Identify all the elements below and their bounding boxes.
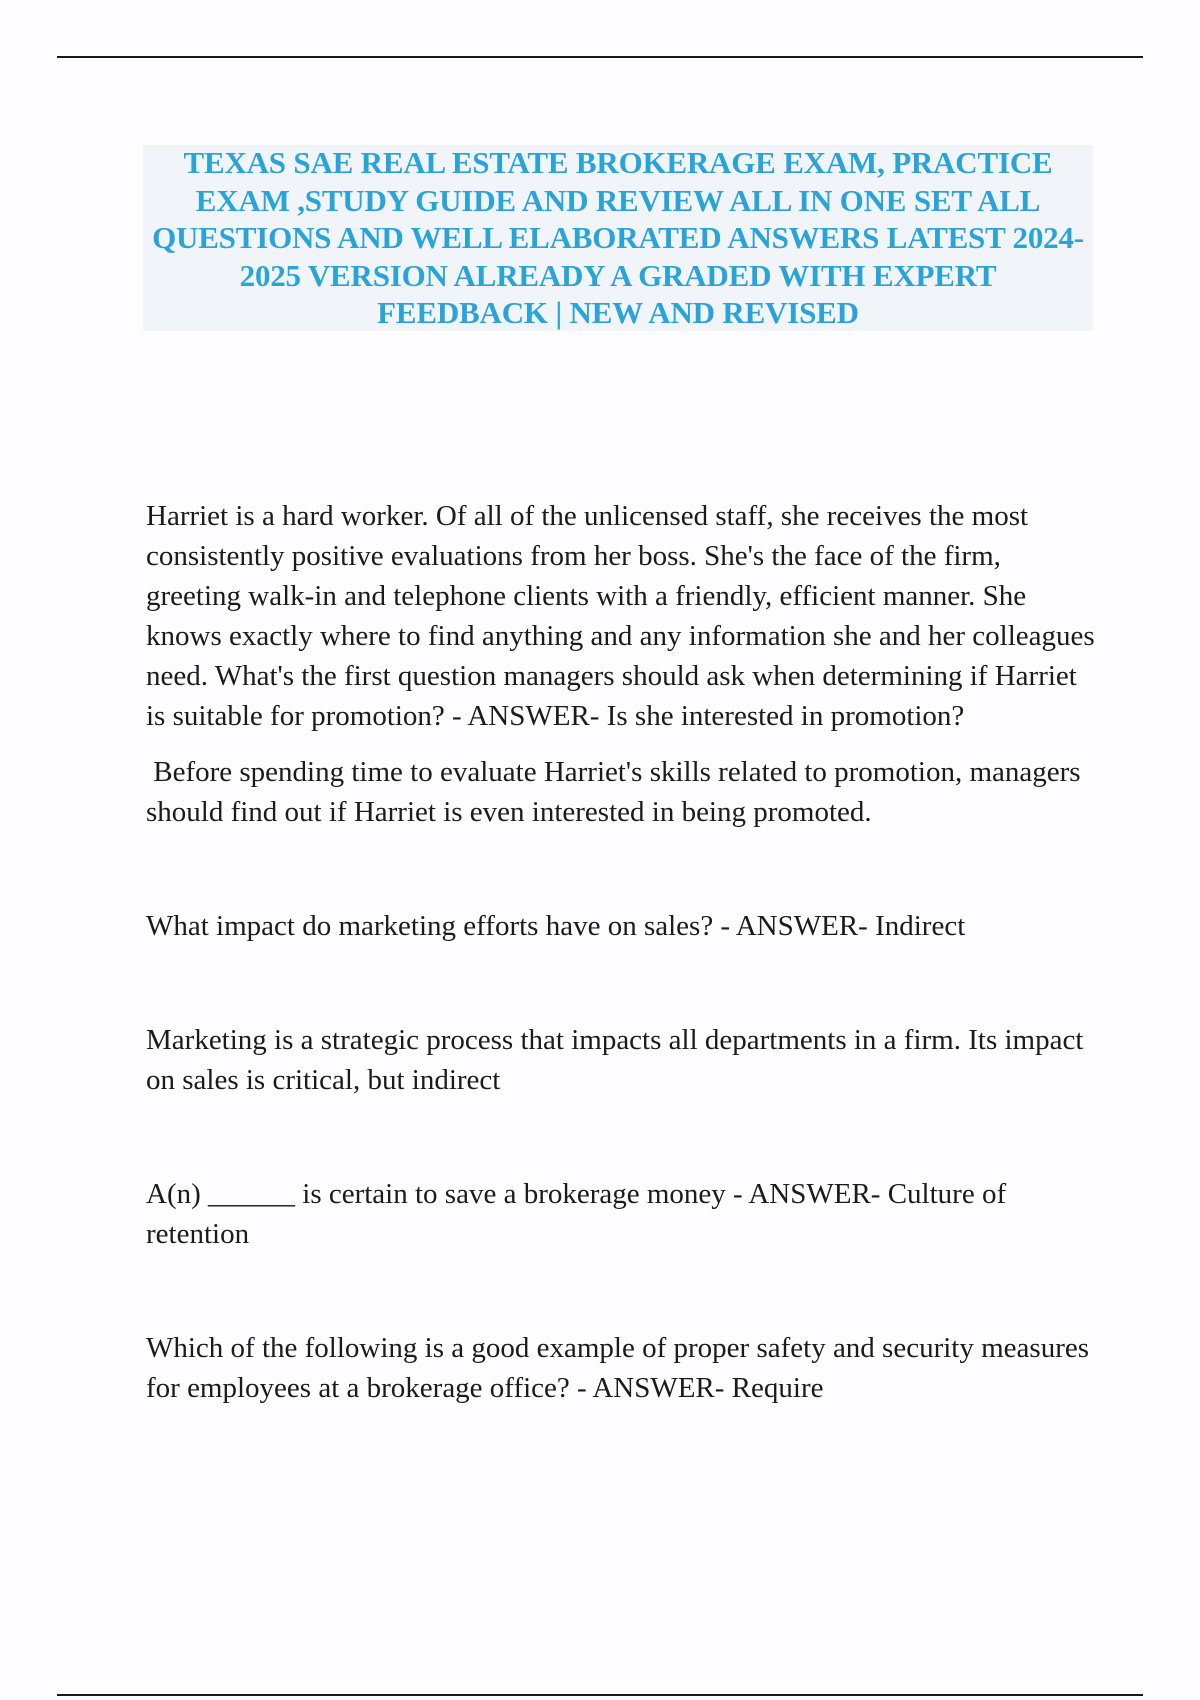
question-harriet: Harriet is a hard worker. Of all of the unlicensed staff, she receives the most consistently positive evaluations from her boss. She's the face of the firm, greeting walk-in and telephone clients with a friendly, efficient manner. She knows exactly where to find anything and any information she and her colleagues need. What's the first question managers should ask when determining if Harriet is suitable for promotion? - ANSWER- Is she interested in promotion? [146, 500, 1095, 732]
question-culture: A(n) ______ is certain to save a brokerage money - ANSWER- Culture of retention [146, 1178, 1007, 1250]
question-marketing: What impact do marketing efforts have on sales? - ANSWER- Indirect [146, 910, 966, 942]
explanation-marketing: Marketing is a strategic process that impacts all departments in a firm. Its impact on sales is critical, but indirect [146, 1024, 1084, 1096]
title-banner [143, 145, 1093, 331]
document-title: TEXAS SAE REAL ESTATE BROKERAGE EXAM, PRACTICE EXAM ,STUDY GUIDE AND REVIEW ALL IN ONE SET ALL QUESTIONS AND WELL ELABORATED ANSWERS LATEST 2024-2025 VERSION ALREADY A GRADED WITH EXPERT FEEDBACK | NEW AND REVISED [152, 145, 1084, 331]
bottom-divider [57, 1694, 1143, 1696]
top-divider [57, 56, 1143, 58]
question-safety: Which of the following is a good example of proper safety and security measures for employees at a brokerage office? - ANSWER- Require [146, 1332, 1090, 1404]
explanation-harriet: Before spending time to evaluate Harriet's skills related to promotion, managers should find out if Harriet is even interested in being promoted. [146, 756, 1088, 828]
document-body [146, 496, 1096, 1408]
